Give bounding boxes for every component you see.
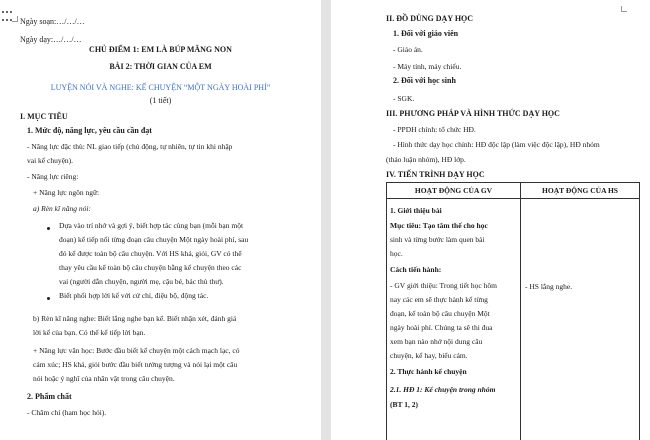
bullet-dot-icon — [47, 297, 50, 300]
right-page — [331, 0, 650, 440]
table-header-student: HOẠT ĐỘNG CỦA HS — [521, 183, 640, 199]
lesson-duration: (1 tiết) — [149, 96, 172, 105]
para-literary-line1: + Năng lực văn học: Bước đầu biết kể chuyện một cách mạch lạc, có — [33, 346, 240, 355]
gv-intro-line3: đoạn, kể toàn bộ câu chuyện Một — [390, 309, 490, 318]
theme-title: CHỦ ĐIỂM 1: EM LÀ BÚP MĂNG NON — [89, 45, 232, 54]
page-gutter — [321, 0, 331, 440]
gv-intro-line2: nay các em sẽ thực hành kể từng — [390, 295, 488, 304]
gv-intro-line4: ngày hoài phí. Chúng ta sẽ thi đua — [390, 323, 493, 332]
item-computer: - Máy tính, máy chiếu. — [393, 62, 462, 71]
para-specific: - Năng lực riêng: — [27, 172, 79, 181]
gv-intro-line1: - GV giới thiệu: Trong tiết học hôm — [390, 281, 497, 290]
subsection-competencies: 1. Mức độ, năng lực, yêu cầu cần đạt — [27, 126, 152, 135]
date-taught: Ngày dạy:…/…/… — [20, 35, 82, 44]
gv-practice-heading: 2. Thực hành kể chuyện — [390, 367, 467, 376]
lesson-title: BÀI 2: THỜI GIAN CỦA EM — [109, 62, 212, 71]
section-methods: III. PHƯƠNG PHÁP VÀ HÌNH THỨC DẠY HỌC — [386, 109, 560, 118]
subsection-teacher: 1. Đối với giáo viên — [393, 29, 459, 38]
section-materials: II. ĐỒ DÙNG DẠY HỌC — [386, 14, 474, 23]
drag-handle-icon[interactable] — [2, 11, 12, 25]
item-teaching-form-line2: (thảo luận nhóm), HĐ lớp. — [386, 155, 466, 164]
margin-corner-mark — [621, 6, 627, 12]
gv-objective-line3: học. — [390, 249, 403, 258]
para-literary-line3: nói hoặc ý nghĩ của nhân vật trong câu chuyện. — [33, 374, 175, 383]
item-teaching-form-line1: - Hình thức dạy học chính: HĐ độc lập (làm việc độc lập), HĐ nhóm — [393, 140, 600, 149]
gv-objective-line1: Mục tiêu: Tạo tâm thế cho học — [390, 221, 488, 230]
para-listening-line2: lời kể của bạn. Có thể kể tiếp lời bạn. — [33, 328, 146, 337]
bullet2: Biết phối hợp lời kể với cử chỉ, điệu bộ, động tác. — [59, 291, 209, 300]
para-literary-line2: cảm xúc; HS khá, giỏi bước đầu biết tưởng tượng và nói lại một câu — [33, 360, 238, 369]
gv-activity1-ref: (BT 1, 2) — [390, 400, 418, 409]
date-prepared: Ngày soạn:…/…/… — [20, 17, 85, 26]
para-competency-line1: - Năng lực đặc thù: NL giao tiếp (chủ động, tự nhiên, tự tin khi nhập — [27, 142, 233, 151]
teacher-activity-cell — [387, 199, 521, 440]
subsection-qualities: 2. Phẩm chất — [27, 392, 72, 401]
gv-activity1-heading: 2.1. HĐ 1: Kể chuyện trong nhóm — [390, 385, 496, 394]
subsection-student: 2. Đối với học sinh — [393, 76, 456, 85]
item-lesson-plan: - Giáo án. — [393, 45, 423, 54]
item-textbook: - SGK. — [393, 94, 415, 103]
section-procedure: IV. TIẾN TRÌNH DẠY HỌC — [386, 170, 485, 179]
table-row — [387, 199, 640, 440]
para-speaking-skill: a) Rèn kĩ năng nói: — [33, 204, 91, 213]
gv-procedure-heading: Cách tiến hành: — [390, 265, 442, 274]
bullet-dot-icon — [47, 227, 50, 230]
bullet1-line1: Dựa vào trí nhớ và gợi ý, biết hợp tác cùng bạn (mỗi bạn một — [59, 221, 244, 230]
hs-listen: - HS lắng nghe. — [525, 282, 573, 291]
para-listening-line1: b) Rèn kĩ năng nghe: Biết lắng nghe bạn kể. Biết nhận xét, đánh giá — [33, 314, 237, 323]
item-main-method: - PPDH chính: tổ chức HĐ. — [393, 125, 476, 134]
bullet1-line3: đó kể được toàn bộ câu chuyện. Với HS khá, giỏi, GV có thể — [59, 249, 242, 258]
bullet1-line4: thay yêu cầu kể toàn bộ câu chuyện bằng kể chuyện theo các — [59, 263, 242, 272]
gv-intro-line6: chuyện, kể hay, biểu cảm. — [390, 351, 468, 360]
gv-intro-heading: 1. Giới thiệu bài — [390, 206, 442, 215]
margin-corner-mark — [12, 16, 18, 22]
gv-objective-line2: sinh và từng bước làm quen bài — [390, 235, 485, 244]
table-header-teacher: HOẠT ĐỘNG CỦA GV — [387, 183, 521, 199]
section-objectives: I. MỤC TIÊU — [20, 112, 68, 121]
para-diligence: - Chăm chỉ (ham học hỏi). — [27, 408, 107, 417]
para-competency-line2: vai kể chuyện). — [27, 156, 74, 165]
bullet1-line2: đoạn) kể tiếp nối từng đoạn câu chuyện Một ngày hoài phí, sau — [59, 235, 249, 244]
bullet1-line5: vai (người dẫn chuyện, người mẹ, cậu bé, bác thủ thư). — [59, 277, 224, 286]
left-page — [0, 0, 321, 440]
gv-intro-line5: xem bạn nào nhớ nội dung câu — [390, 337, 483, 346]
activity-table — [386, 182, 640, 440]
lesson-subtitle: LUYỆN NÓI VÀ NGHE: KỂ CHUYỆN “MỘT NGÀY HOÀI PHÍ” — [50, 83, 271, 92]
para-language: + Năng lực ngôn ngữ: — [33, 188, 100, 197]
student-activity-cell — [521, 199, 640, 440]
